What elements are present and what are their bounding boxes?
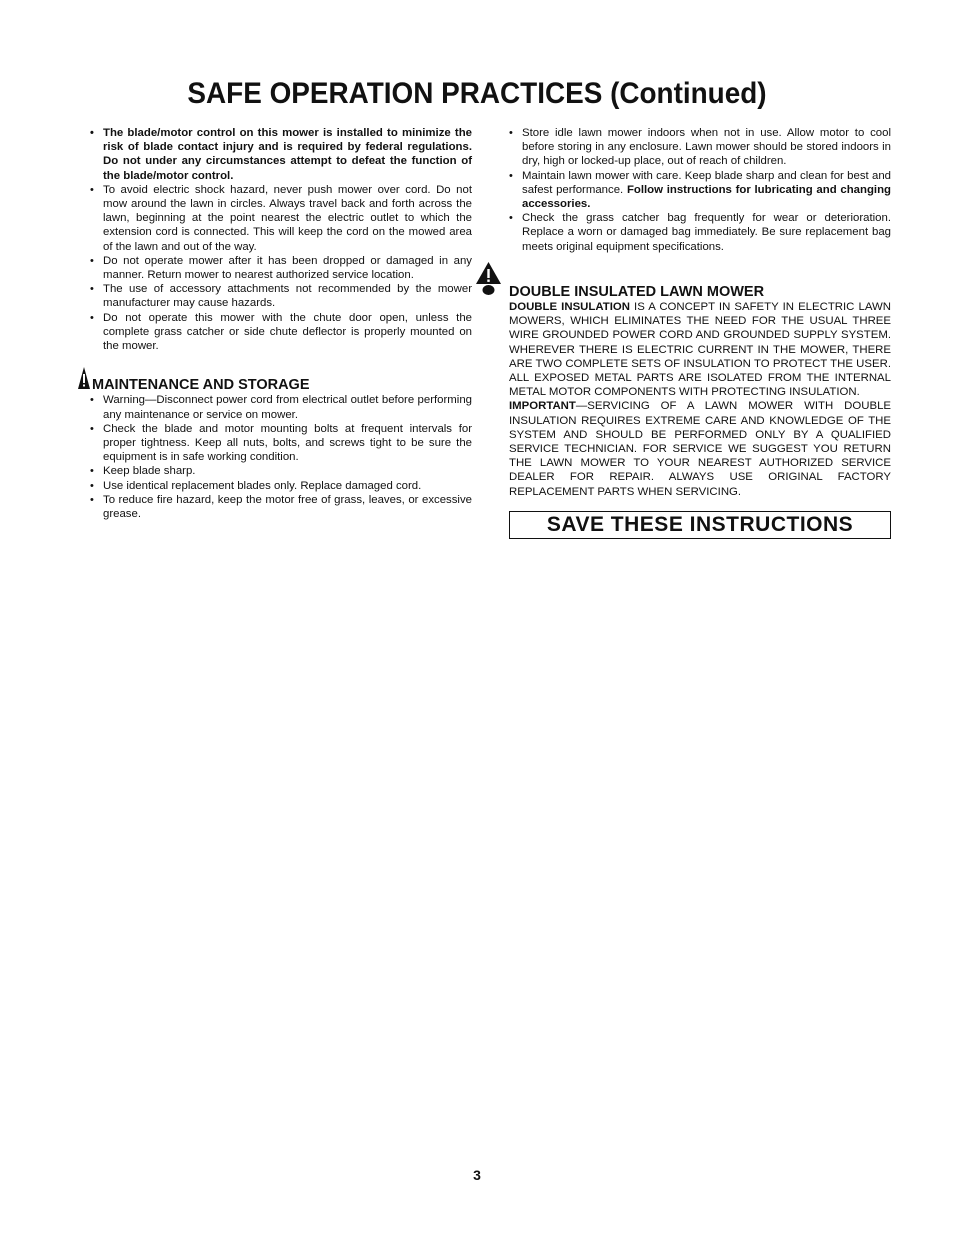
section-heading-double-insulated: DOUBLE INSULATED LAWN MOWER [509,284,765,301]
section-heading-maintenance: MAINTENANCE AND STORAGE [92,377,310,394]
page-title: SAFE OPERATION PRACTICES (Continued) [187,77,767,110]
page-number: 3 [473,1167,481,1183]
list-item: • Keep blade sharp. [90,464,472,478]
warning-triangle-icon [476,262,501,300]
list-item: • Store idle lawn mower indoors when not in use. Allow motor to cool before storing in any enclosure. Lawn mower should be stored indoors in dry, high or locked-up place, out of reach of children. [509,126,891,169]
list-item: • The blade/motor control on this mower is installed to minimize the risk of blade contact injury and is required by federal regulations. Do not under any circumstances attempt to defeat the function of the blade/motor control. [90,126,472,183]
double-insulation-paragraph [509,300,891,399]
list-item: • To avoid electric shock hazard, never push mower over cord. Do not mow around the lawn in circles. Always travel back and forth across the lawn, beginning at the point nearest the electric outlet to which the extension cord is connected. This will keep the cord on the mowed area of the lawn and out of the way. [90,183,472,254]
list-item [509,169,891,212]
list-item: • Do not operate mower after it has been dropped or damaged in any manner. Return mower to nearest authorized service location. [90,254,472,282]
list-item: • Check the grass catcher bag frequently for wear or deterioration. Replace a worn or damaged bag immediately. Be sure replacement bag meets original equipment specifications. [509,211,891,254]
left-column [90,126,472,521]
maintenance-heading-row [90,367,472,393]
list-item: • Check the blade and motor mounting bolts at frequent intervals for proper tightness. Keep all nuts, bolts, and screws tight to be sure the equipment is in safe working condition. [90,422,472,465]
save-instructions-box: SAVE THESE INSTRUCTIONS [509,511,891,539]
list-item: • Warning—Disconnect power cord from electrical outlet before performing any maintenance or service on mower. [90,393,472,421]
storage-list [509,126,891,254]
right-column [509,126,891,539]
double-insulation-text: IS A CONCEPT IN SAFETY IN ELECTRIC LAWN MOWERS, WHICH ELIMINATES THE NEED FOR THE USUAL THREE WIRE GROUNDED POWER CORD AND GROUNDED SUPPLY SYSTEM. WHEREVER THERE IS ELECTRIC CURRENT IN THE MOWER, THERE ARE TWO COMPLETE SETS OF INSULATION TO PROTECT THE USER. ALL EXPOSED METAL PARTS ARE ISOLATED FROM THE INTERNAL METAL MOTOR COMPONENTS WITH PROTECTING INSULATION. [509,301,891,399]
list-item: • To reduce fire hazard, keep the motor free of grass, leaves, or excessive grease. [90,493,472,521]
maintain-text: Maintain lawn mower with care. Keep blade sharp and clean for best and safest performance. [522,169,891,196]
important-text: —SERVICING OF A LAWN MOWER WITH DOUBLE INSULATION REQUIRES EXTREME CARE AND KNOWLEDGE OF THE SYSTEM AND SHOULD BE PERFORMED ONLY BY A QUALIFIED SERVICE TECHNICIAN. FOR SERVICE WE SUGGEST YOU RETURN THE LAWN MOWER TO YOUR NEAREST AUTHORIZED SERVICE DEALER FOR REPAIR. ALWAYS USE ORIGINAL FACTORY REPLACEMENT PARTS WHEN SERVICING. [509,400,891,498]
double-insulated-heading-row [509,262,891,300]
warning-triangle-icon [78,367,90,393]
important-lead: IMPORTANT [509,400,576,413]
important-paragraph [509,399,891,498]
list-item: • Use identical replacement blades only. Replace damaged cord. [90,479,472,493]
intro-list [90,126,472,353]
maintenance-list [90,393,472,521]
list-item: • Do not operate this mower with the chute door open, unless the complete grass catcher or side chute deflector is properly mounted on the mower. [90,311,472,354]
maintain-bold-text: Follow instructions for lubricating and changing accessories. [522,183,892,211]
double-insulation-lead: DOUBLE INSULATION [509,301,630,314]
list-item: • The use of accessory attachments not recommended by the mower manufacturer may cause hazards. [90,282,472,310]
